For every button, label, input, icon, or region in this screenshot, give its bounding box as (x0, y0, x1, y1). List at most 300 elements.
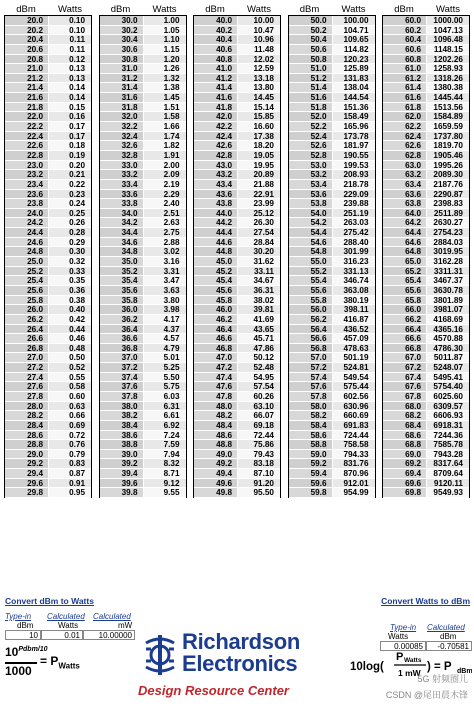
watts-cell: 69.18 (253, 420, 274, 430)
dbm-cell: 58.0 (289, 402, 333, 411)
dbm-cell: 30.2 (100, 26, 144, 35)
dbm-cell: 56.0 (289, 305, 333, 314)
watts-cell: 1584.89 (433, 112, 463, 122)
table-row (5, 190, 91, 200)
dbm-output: -0.70581 (426, 641, 472, 651)
watts-cell: 0.18 (69, 141, 85, 151)
dbm-cell: 55.6 (289, 286, 333, 295)
formula-exponent: Pdbm/10 (18, 646, 48, 653)
table-row (100, 305, 186, 315)
dbm-cell: 69.2 (383, 459, 427, 468)
dbm-cell: 31.2 (100, 74, 144, 83)
dbm-cell: 58.2 (289, 411, 333, 420)
table-row (5, 218, 91, 228)
dbm-cell: 37.8 (100, 392, 144, 401)
dbm-cell: 47.0 (194, 353, 238, 362)
table-row (100, 315, 186, 325)
watts-cell: 691.83 (343, 420, 369, 430)
watts-cell: 0.36 (69, 285, 85, 295)
watts-cell: 79.43 (253, 449, 274, 459)
dbm-cell: 38.2 (100, 411, 144, 420)
left-unit-in: dBm (17, 621, 34, 630)
table-row (289, 353, 375, 363)
dbm-cell: 45.8 (194, 296, 238, 305)
table-row (5, 286, 91, 296)
table-row (100, 141, 186, 151)
watts-cell: 19.05 (253, 150, 274, 160)
dbm-cell: 69.6 (383, 479, 427, 488)
table-row (194, 488, 280, 498)
table-row (100, 325, 186, 335)
dbm-cell: 26.6 (5, 334, 49, 343)
table-row (5, 238, 91, 248)
watts-cell: 2.88 (163, 237, 180, 247)
formula-prefix: 10log( (350, 661, 384, 673)
dbm-cell: 58.6 (289, 431, 333, 440)
dbm-cell: 42.0 (194, 112, 238, 121)
table-row (383, 141, 469, 151)
dbm-cell: 45.6 (194, 286, 238, 295)
dbm-cell: 56.6 (289, 334, 333, 343)
dbm-cell: 41.0 (194, 64, 238, 73)
watts-cell: 251.19 (343, 208, 369, 218)
dbm-cell: 33.0 (100, 161, 144, 170)
table-row (5, 132, 91, 142)
table-row (194, 305, 280, 315)
table-row (383, 103, 469, 113)
dbm-cell: 37.2 (100, 363, 144, 372)
watts-cell: 457.09 (343, 334, 369, 344)
watts-cell: 5.01 (163, 353, 180, 363)
table-row (5, 112, 91, 122)
watts-cell: 831.76 (343, 459, 369, 469)
table-row (383, 421, 469, 431)
watts-cell: 2290.87 (433, 189, 463, 199)
table-row (100, 35, 186, 45)
watts-cell: 2089.30 (433, 170, 463, 180)
table-row (383, 151, 469, 161)
dbm-cell: 46.4 (194, 325, 238, 334)
table-row (194, 276, 280, 286)
converter-section (0, 596, 474, 706)
dbm-cell: 60.6 (383, 45, 427, 54)
dbm-cell: 31.8 (100, 103, 144, 112)
watts-cell: 1737.80 (433, 131, 463, 141)
dbm-cell: 29.4 (5, 469, 49, 478)
watts-cell: 870.96 (343, 469, 369, 479)
dbm-cell: 30.8 (100, 55, 144, 64)
table-row (289, 402, 375, 412)
table-row (194, 402, 280, 412)
dbm-cell: 62.0 (383, 112, 427, 121)
dbm-cell: 40.0 (194, 16, 238, 25)
dbm-cell: 62.4 (383, 132, 427, 141)
table-row (194, 363, 280, 373)
watts-cell: 0.11 (69, 35, 85, 45)
watts-cell: 1.26 (163, 64, 180, 74)
watts-cell: 2.75 (163, 228, 180, 238)
watts-cell: 0.26 (69, 218, 85, 228)
table-row (289, 334, 375, 344)
dbm-cell: 37.0 (100, 353, 144, 362)
richardson-logo-icon (142, 633, 178, 677)
dbm-cell: 61.0 (383, 64, 427, 73)
watts-cell: 131.83 (343, 73, 369, 83)
dbm-cell: 50.2 (289, 26, 333, 35)
left-unit-out: Watts (58, 621, 79, 630)
table-row (289, 247, 375, 257)
dbm-cell: 65.2 (383, 267, 427, 276)
watts-cell: 18.20 (253, 141, 274, 151)
table-row (100, 334, 186, 344)
formula-denominator: 1 mW (398, 668, 421, 678)
table-row (5, 122, 91, 132)
table-row (289, 170, 375, 180)
watts-cell: 0.55 (69, 372, 85, 382)
watts-cell: 524.81 (343, 363, 369, 373)
formula-equals: = P (40, 654, 59, 668)
watts-cell: 8.32 (163, 459, 180, 469)
watts-cell: 478.63 (343, 343, 369, 353)
table-row (383, 286, 469, 296)
watts-cell: 4.79 (163, 343, 180, 353)
table-row (383, 431, 469, 441)
dbm-cell: 59.2 (289, 459, 333, 468)
watts-cell: 0.42 (69, 314, 85, 324)
dbm-cell: 68.4 (383, 421, 427, 430)
watts-cell: 0.48 (69, 343, 85, 353)
table-row (289, 344, 375, 354)
table-header (99, 4, 187, 15)
watts-cell: 0.28 (69, 228, 85, 238)
header-dbm: dBm (16, 4, 36, 15)
dbm-cell: 41.8 (194, 103, 238, 112)
dbm-cell: 53.0 (289, 161, 333, 170)
header-watts: Watts (436, 4, 460, 15)
watts-cell: 0.95 (69, 488, 85, 498)
dbm-cell: 46.6 (194, 334, 238, 343)
dbm-cell: 60.4 (383, 35, 427, 44)
table-row (5, 373, 91, 383)
dbm-cell: 55.8 (289, 296, 333, 305)
table-row (194, 373, 280, 383)
dbm-cell: 63.0 (383, 161, 427, 170)
dbm-cell: 28.6 (5, 431, 49, 440)
dbm-cell: 62.2 (383, 122, 427, 131)
watts-cell: 13.80 (253, 83, 274, 93)
dbm-cell: 52.8 (289, 151, 333, 160)
table-row (383, 93, 469, 103)
dbm-cell: 68.6 (383, 431, 427, 440)
watts-cell: 0.15 (69, 102, 85, 112)
table-row (100, 459, 186, 469)
watts-cell: 1047.13 (433, 25, 463, 35)
table-row (100, 344, 186, 354)
table-row (289, 488, 375, 498)
watts-cell: 91.20 (253, 478, 274, 488)
dbm-cell: 61.6 (383, 93, 427, 102)
table-row (383, 238, 469, 248)
watts-cell: 8317.64 (433, 459, 463, 469)
watts-cell: 5.25 (163, 363, 180, 373)
dbm-to-watts-formula (5, 645, 115, 685)
table-row (289, 199, 375, 209)
table-row (194, 83, 280, 93)
dbm-cell: 27.4 (5, 373, 49, 382)
dbm-cell: 30.6 (100, 45, 144, 54)
dbm-cell: 59.8 (289, 488, 333, 497)
watts-cell: 0.76 (69, 440, 85, 450)
dbm-cell: 30.0 (100, 16, 144, 25)
watts-cell: 23.99 (253, 199, 274, 209)
watts-cell: 5.75 (163, 382, 180, 392)
watts-cell: 4.37 (163, 324, 180, 334)
brand-name (182, 631, 300, 675)
table-row (194, 209, 280, 219)
table-row (5, 45, 91, 55)
dbm-cell: 53.6 (289, 190, 333, 199)
table-row (383, 16, 469, 26)
watts-cell: 4.17 (163, 314, 180, 324)
watts-cell: 0.22 (69, 179, 85, 189)
dbm-cell: 64.0 (383, 209, 427, 218)
table-row (5, 459, 91, 469)
table-row (383, 190, 469, 200)
watts-output: 0.01 (41, 630, 83, 640)
watts-cell: 0.72 (69, 430, 85, 440)
watts-cell: 2754.23 (433, 228, 463, 238)
dbm-cell: 22.0 (5, 112, 49, 121)
dbm-cell: 38.8 (100, 440, 144, 449)
table-row (194, 411, 280, 421)
watts-cell: 0.23 (69, 189, 85, 199)
watts-cell: 3467.37 (433, 276, 463, 286)
table-row (194, 26, 280, 36)
table-row (100, 488, 186, 498)
dbm-cell: 39.0 (100, 450, 144, 459)
watts-cell: 1.38 (163, 83, 180, 93)
watts-cell: 1.74 (163, 131, 180, 141)
header-watts: Watts (58, 4, 82, 15)
dbm-cell: 26.4 (5, 325, 49, 334)
dbm-cell: 32.4 (100, 132, 144, 141)
dbm-cell: 57.0 (289, 353, 333, 362)
dbm-cell: 69.8 (383, 488, 427, 497)
watts-cell: 6025.60 (433, 391, 463, 401)
watts-cell: 109.65 (343, 35, 369, 45)
table-rows (193, 15, 281, 498)
table-row (289, 363, 375, 373)
table-row (383, 74, 469, 84)
table-row (194, 16, 280, 26)
dbm-cell: 63.4 (383, 180, 427, 189)
table-row (5, 141, 91, 151)
dbm-cell: 39.6 (100, 479, 144, 488)
table-row (289, 382, 375, 392)
table-row (289, 450, 375, 460)
dbm-cell: 59.0 (289, 450, 333, 459)
table-row (383, 180, 469, 190)
table-row (383, 440, 469, 450)
watts-cell: 12.02 (253, 54, 274, 64)
watts-cell: 33.11 (253, 266, 274, 276)
watts-cell: 380.19 (343, 295, 369, 305)
watts-cell: 3.98 (163, 305, 180, 315)
table-row (194, 112, 280, 122)
watts-cell: 346.74 (343, 276, 369, 286)
watts-cell: 7244.36 (433, 430, 463, 440)
dbm-cell: 68.0 (383, 402, 427, 411)
watts-cell: 114.82 (343, 44, 369, 54)
table-row (194, 459, 280, 469)
watts-cell: 575.44 (343, 382, 369, 392)
watts-cell: 0.29 (69, 237, 85, 247)
watts-cell: 60.26 (253, 391, 274, 401)
watts-cell: 1.32 (163, 73, 180, 83)
table-row (194, 450, 280, 460)
table-row (289, 276, 375, 286)
watts-cell: 4365.16 (433, 324, 463, 334)
watts-cell: 0.32 (69, 257, 85, 267)
dbm-cell: 21.6 (5, 93, 49, 102)
table-row (5, 450, 91, 460)
formula-suffix: ) = P (427, 661, 452, 673)
left-calculated-label: Calculated (47, 612, 85, 621)
watts-cell: 0.14 (69, 93, 85, 103)
table-row (5, 209, 91, 219)
watts-cell: 173.78 (343, 131, 369, 141)
dbm-cell: 63.6 (383, 190, 427, 199)
dbm-cell: 29.0 (5, 450, 49, 459)
watts-cell: 165.96 (343, 122, 369, 132)
watts-cell: 120.23 (343, 54, 369, 64)
table-row (289, 431, 375, 441)
table-row (5, 103, 91, 113)
table-row (383, 382, 469, 392)
watts-cell: 100.00 (343, 16, 369, 25)
watts-cell: 0.10 (69, 16, 85, 25)
watts-cell: 331.13 (343, 266, 369, 276)
table-row (100, 74, 186, 84)
table-row (100, 421, 186, 431)
dbm-cell: 43.8 (194, 199, 238, 208)
dbm-cell: 32.6 (100, 141, 144, 150)
watts-cell: 9549.93 (433, 488, 463, 498)
table-row (194, 74, 280, 84)
dbm-cell: 35.2 (100, 267, 144, 276)
dbm-cell: 24.0 (5, 209, 49, 218)
watts-cell: 7.59 (163, 440, 180, 450)
watts-cell: 0.52 (69, 363, 85, 373)
watts-cell: 1659.59 (433, 122, 463, 132)
table-row (5, 161, 91, 171)
dbm-cell: 44.8 (194, 247, 238, 256)
table-row (383, 479, 469, 489)
table-row (383, 218, 469, 228)
dbm-cell: 24.4 (5, 228, 49, 237)
watts-input[interactable]: 0.00085 (380, 641, 426, 651)
table-row (194, 421, 280, 431)
table-row (383, 199, 469, 209)
table-row (194, 286, 280, 296)
table-row (5, 55, 91, 65)
table-row (194, 122, 280, 132)
table-row (100, 55, 186, 65)
table-row (100, 45, 186, 55)
table-row (5, 363, 91, 373)
dbm-cell: 27.0 (5, 353, 49, 362)
watts-cell: 30.20 (253, 247, 274, 257)
watts-cell: 8.71 (163, 469, 180, 479)
table-row (289, 392, 375, 402)
dbm-cell: 40.8 (194, 55, 238, 64)
watts-cell: 125.89 (343, 64, 369, 74)
table-row (289, 469, 375, 479)
watts-cell: 6918.31 (433, 420, 463, 430)
table-row (5, 64, 91, 74)
table-row (194, 45, 280, 55)
watts-cell: 0.21 (69, 170, 85, 180)
dbm-cell: 51.8 (289, 103, 333, 112)
table-row (289, 218, 375, 228)
dbm-cell: 42.2 (194, 122, 238, 131)
table-row (194, 218, 280, 228)
table-row (383, 64, 469, 74)
table-row (194, 469, 280, 479)
dbm-cell: 20.0 (5, 16, 49, 25)
watts-cell: 1.05 (163, 25, 180, 35)
watts-cell: 144.54 (343, 93, 369, 103)
dbm-cell: 47.2 (194, 363, 238, 372)
dbm-cell: 51.2 (289, 74, 333, 83)
watts-cell: 0.46 (69, 334, 85, 344)
watts-cell: 208.93 (343, 170, 369, 180)
table-row (289, 479, 375, 489)
table-row (5, 151, 91, 161)
dbm-cell: 34.0 (100, 209, 144, 218)
table-row (383, 276, 469, 286)
watts-cell: 54.95 (253, 372, 274, 382)
watts-cell: 5011.87 (433, 353, 463, 363)
watts-cell: 7585.78 (433, 440, 463, 450)
dbm-cell: 25.4 (5, 276, 49, 285)
watts-cell: 14.45 (253, 93, 274, 103)
dbm-cell: 44.2 (194, 218, 238, 227)
table-row (5, 305, 91, 315)
right-unit-in: Watts (388, 632, 409, 641)
table-row (289, 151, 375, 161)
table-row (194, 440, 280, 450)
watts-cell: 158.49 (343, 112, 369, 122)
watts-cell: 5248.07 (433, 363, 463, 373)
table-row (100, 16, 186, 26)
watts-cell: 0.19 (69, 150, 85, 160)
dbm-cell: 64.6 (383, 238, 427, 247)
dbm-cell: 65.6 (383, 286, 427, 295)
dbm-cell: 25.6 (5, 286, 49, 295)
dbm-input[interactable]: 10 (5, 630, 41, 640)
table-row (100, 402, 186, 412)
watts-cell: 2.63 (163, 218, 180, 228)
watts-cell: 0.69 (69, 420, 85, 430)
dbm-cell: 42.8 (194, 151, 238, 160)
dbm-cell: 34.8 (100, 247, 144, 256)
dbm-cell: 59.4 (289, 469, 333, 478)
watts-cell: 15.14 (253, 102, 274, 112)
dbm-cell: 44.4 (194, 228, 238, 237)
dbm-cell: 60.8 (383, 55, 427, 64)
watts-cell: 0.20 (69, 160, 85, 170)
